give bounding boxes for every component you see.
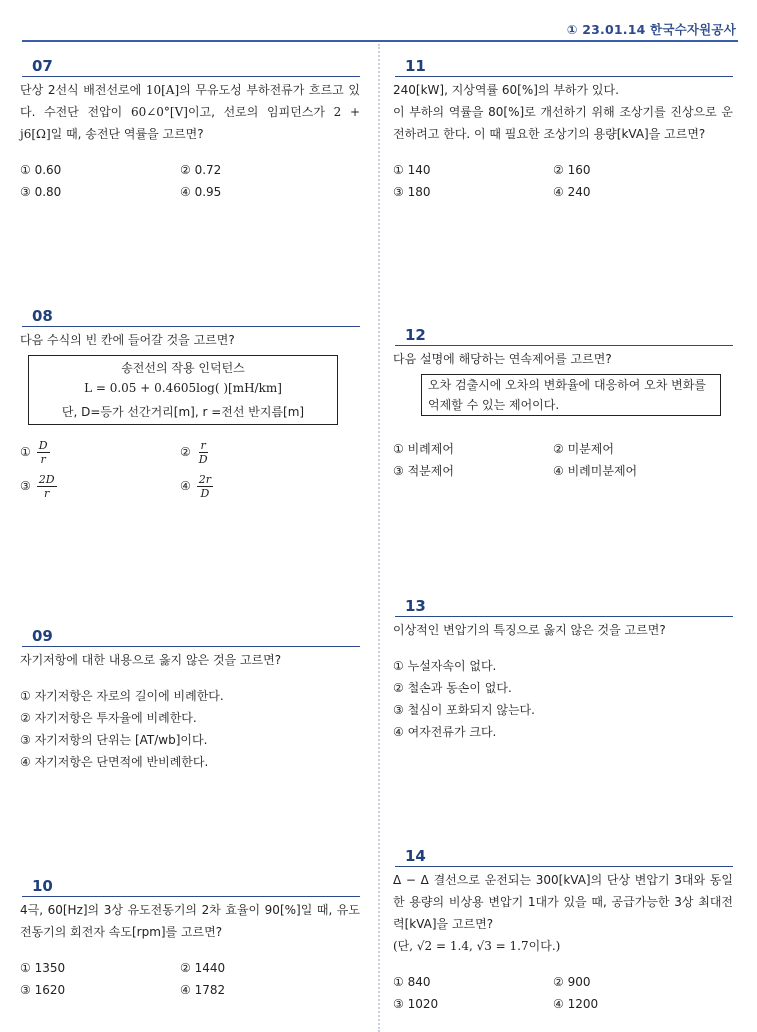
question-13	[393, 596, 733, 743]
choice-2[interactable]: ② 철손과 동손이 없다.	[393, 681, 512, 695]
question-rule	[22, 646, 360, 647]
choices	[393, 655, 733, 743]
choice-1[interactable]: ① $\frac{D}{r}$	[20, 438, 48, 466]
question-stem: 다음 설명에 해당하는 연속제어를 고르면?	[393, 352, 612, 366]
choice-4[interactable]: ④ 자기저항은 단면적에 반비례한다.	[20, 755, 209, 769]
question-condition: (단, √2 = 1.4, √3 = 1.7이다.)	[393, 939, 561, 953]
question-number: 12	[405, 326, 426, 344]
choice-1[interactable]: ① 140	[393, 163, 431, 177]
choice-3[interactable]: ③ 1620	[20, 983, 66, 997]
choice-1[interactable]: ① 840	[393, 975, 431, 989]
question-stem: 다음 수식의 빈 칸에 들어갈 것을 고르면?	[20, 333, 235, 347]
choice-4[interactable]: ④ 여자전류가 크다.	[393, 725, 497, 739]
choice-2[interactable]: ② 0.72	[180, 163, 222, 177]
choice-3[interactable]: ③ 180	[393, 185, 431, 199]
choice-1[interactable]: ① 0.60	[20, 163, 62, 177]
formula-box-title: 송전선의 작용 인덕턴스	[121, 361, 245, 375]
question-10	[20, 876, 360, 1001]
choice-2[interactable]: ② 미분제어	[553, 442, 614, 456]
choice-3[interactable]: ③ 적분제어	[393, 464, 454, 478]
exam-source-title: ① 23.01.14 한국수자원공사	[566, 22, 736, 37]
fraction: $\frac{2D}{r}$	[38, 472, 55, 500]
question-rule	[395, 616, 733, 617]
fraction: $\frac{r}{D}$	[198, 438, 208, 466]
choice-1[interactable]: ① 비례제어	[393, 442, 454, 456]
question-07	[20, 56, 360, 203]
choice-2[interactable]: ② 1440	[180, 961, 226, 975]
choice-4[interactable]: ④ 1782	[180, 983, 226, 997]
formula: L = 0.05 + 0.4605log( )[mH/km]	[84, 381, 282, 395]
choice-4[interactable]: ④ 1200	[553, 997, 599, 1011]
choice-2[interactable]: ② 900	[553, 975, 591, 989]
question-stem: 자기저항에 대한 내용으로 옳지 않은 것을 고르면?	[20, 653, 282, 667]
question-rule	[395, 76, 733, 77]
column-divider	[378, 44, 380, 1032]
question-rule	[395, 866, 733, 867]
choice-3[interactable]: ③ 0.80	[20, 185, 62, 199]
question-14	[393, 846, 733, 1015]
choice-1[interactable]: ① 1350	[20, 961, 66, 975]
formula-box	[28, 355, 338, 425]
question-rule	[22, 896, 360, 897]
choice-2[interactable]: ② 자기저항은 투자율에 비례한다.	[20, 711, 197, 725]
choices	[393, 971, 733, 1015]
question-number: 09	[32, 627, 53, 645]
choice-2[interactable]: ② 160	[553, 163, 591, 177]
question-number: 14	[405, 847, 426, 865]
choice-4[interactable]: ④ 비례미분제어	[553, 464, 638, 478]
question-stem: 단상 2선식 배전선로에 10[A]의 무유도성 부하전류가 흐르고 있다. 수전단 전압이 60∠0°[V]이고, 선로의 임피던스가 2 + j6[Ω]일 때, 송전단 역률을 고르면?	[20, 83, 361, 141]
question-number: 08	[32, 307, 53, 325]
question-stem: 240[kW], 지상역률 60[%]의 부하가 있다. 이 부하의 역률을 80[%]로 개선하기 위해 조상기를 진상으로 운전하려고 한다. 이 때 필요한 조상기의 용량[kVA]을 고르면?	[393, 83, 733, 141]
choices	[20, 159, 360, 203]
question-09	[20, 626, 360, 773]
choice-2[interactable]: ② $\frac{r}{D}$	[180, 438, 208, 466]
question-11	[393, 56, 733, 203]
fraction: $\frac{2r}{D}$	[198, 472, 212, 500]
question-number: 10	[32, 877, 53, 895]
question-rule	[395, 345, 733, 346]
question-stem: Δ − Δ 결선으로 운전되는 300[kVA]의 단상 변압기 3대와 동일한 용량의 비상용 변압기 1대가 있을 때, 공급가능한 3상 최대전력[kVA]을 고르면?	[393, 873, 733, 931]
question-stem: 이상적인 변압기의 특징으로 옳지 않은 것을 고르면?	[393, 623, 666, 637]
question-number: 07	[32, 57, 53, 75]
question-stem: 4극, 60[Hz]의 3상 유도전동기의 2차 효율이 90[%]일 때, 유도전동기의 회전자 속도[rpm]를 고르면?	[20, 903, 360, 939]
page-header	[22, 18, 738, 42]
formula-note: 단, D=등가 선간거리[m], r =전선 반지름[m]	[61, 405, 305, 419]
question-rule	[22, 76, 360, 77]
choices	[393, 438, 733, 482]
question-12	[393, 325, 733, 482]
choice-3[interactable]: ③ 철심이 포화되지 않는다.	[393, 703, 535, 717]
question-number: 13	[405, 597, 426, 615]
choice-3[interactable]: ③ 자기저항의 단위는 [AT/wb]이다.	[20, 733, 208, 747]
choice-1[interactable]: ① 자기저항은 자로의 길이에 비례한다.	[20, 689, 224, 703]
choice-3[interactable]: ③ 1020	[393, 997, 439, 1011]
choice-3[interactable]: ③ $\frac{2D}{r}$	[20, 472, 55, 500]
question-08	[20, 306, 360, 501]
choices	[393, 159, 733, 203]
choice-1[interactable]: ① 누설자속이 없다.	[393, 659, 497, 673]
choice-4[interactable]: ④ 240	[553, 185, 591, 199]
choices	[20, 957, 360, 1001]
description-box: 오차 검출시에 오차의 변화율에 대응하여 오차 변화를 억제할 수 있는 제어이다.	[421, 374, 721, 416]
choices	[20, 437, 360, 501]
choice-4[interactable]: ④ $\frac{2r}{D}$	[180, 472, 212, 500]
question-rule	[22, 326, 360, 327]
choices	[20, 685, 360, 773]
choice-4[interactable]: ④ 0.95	[180, 185, 222, 199]
question-number: 11	[405, 57, 426, 75]
fraction: $\frac{D}{r}$	[38, 438, 48, 466]
